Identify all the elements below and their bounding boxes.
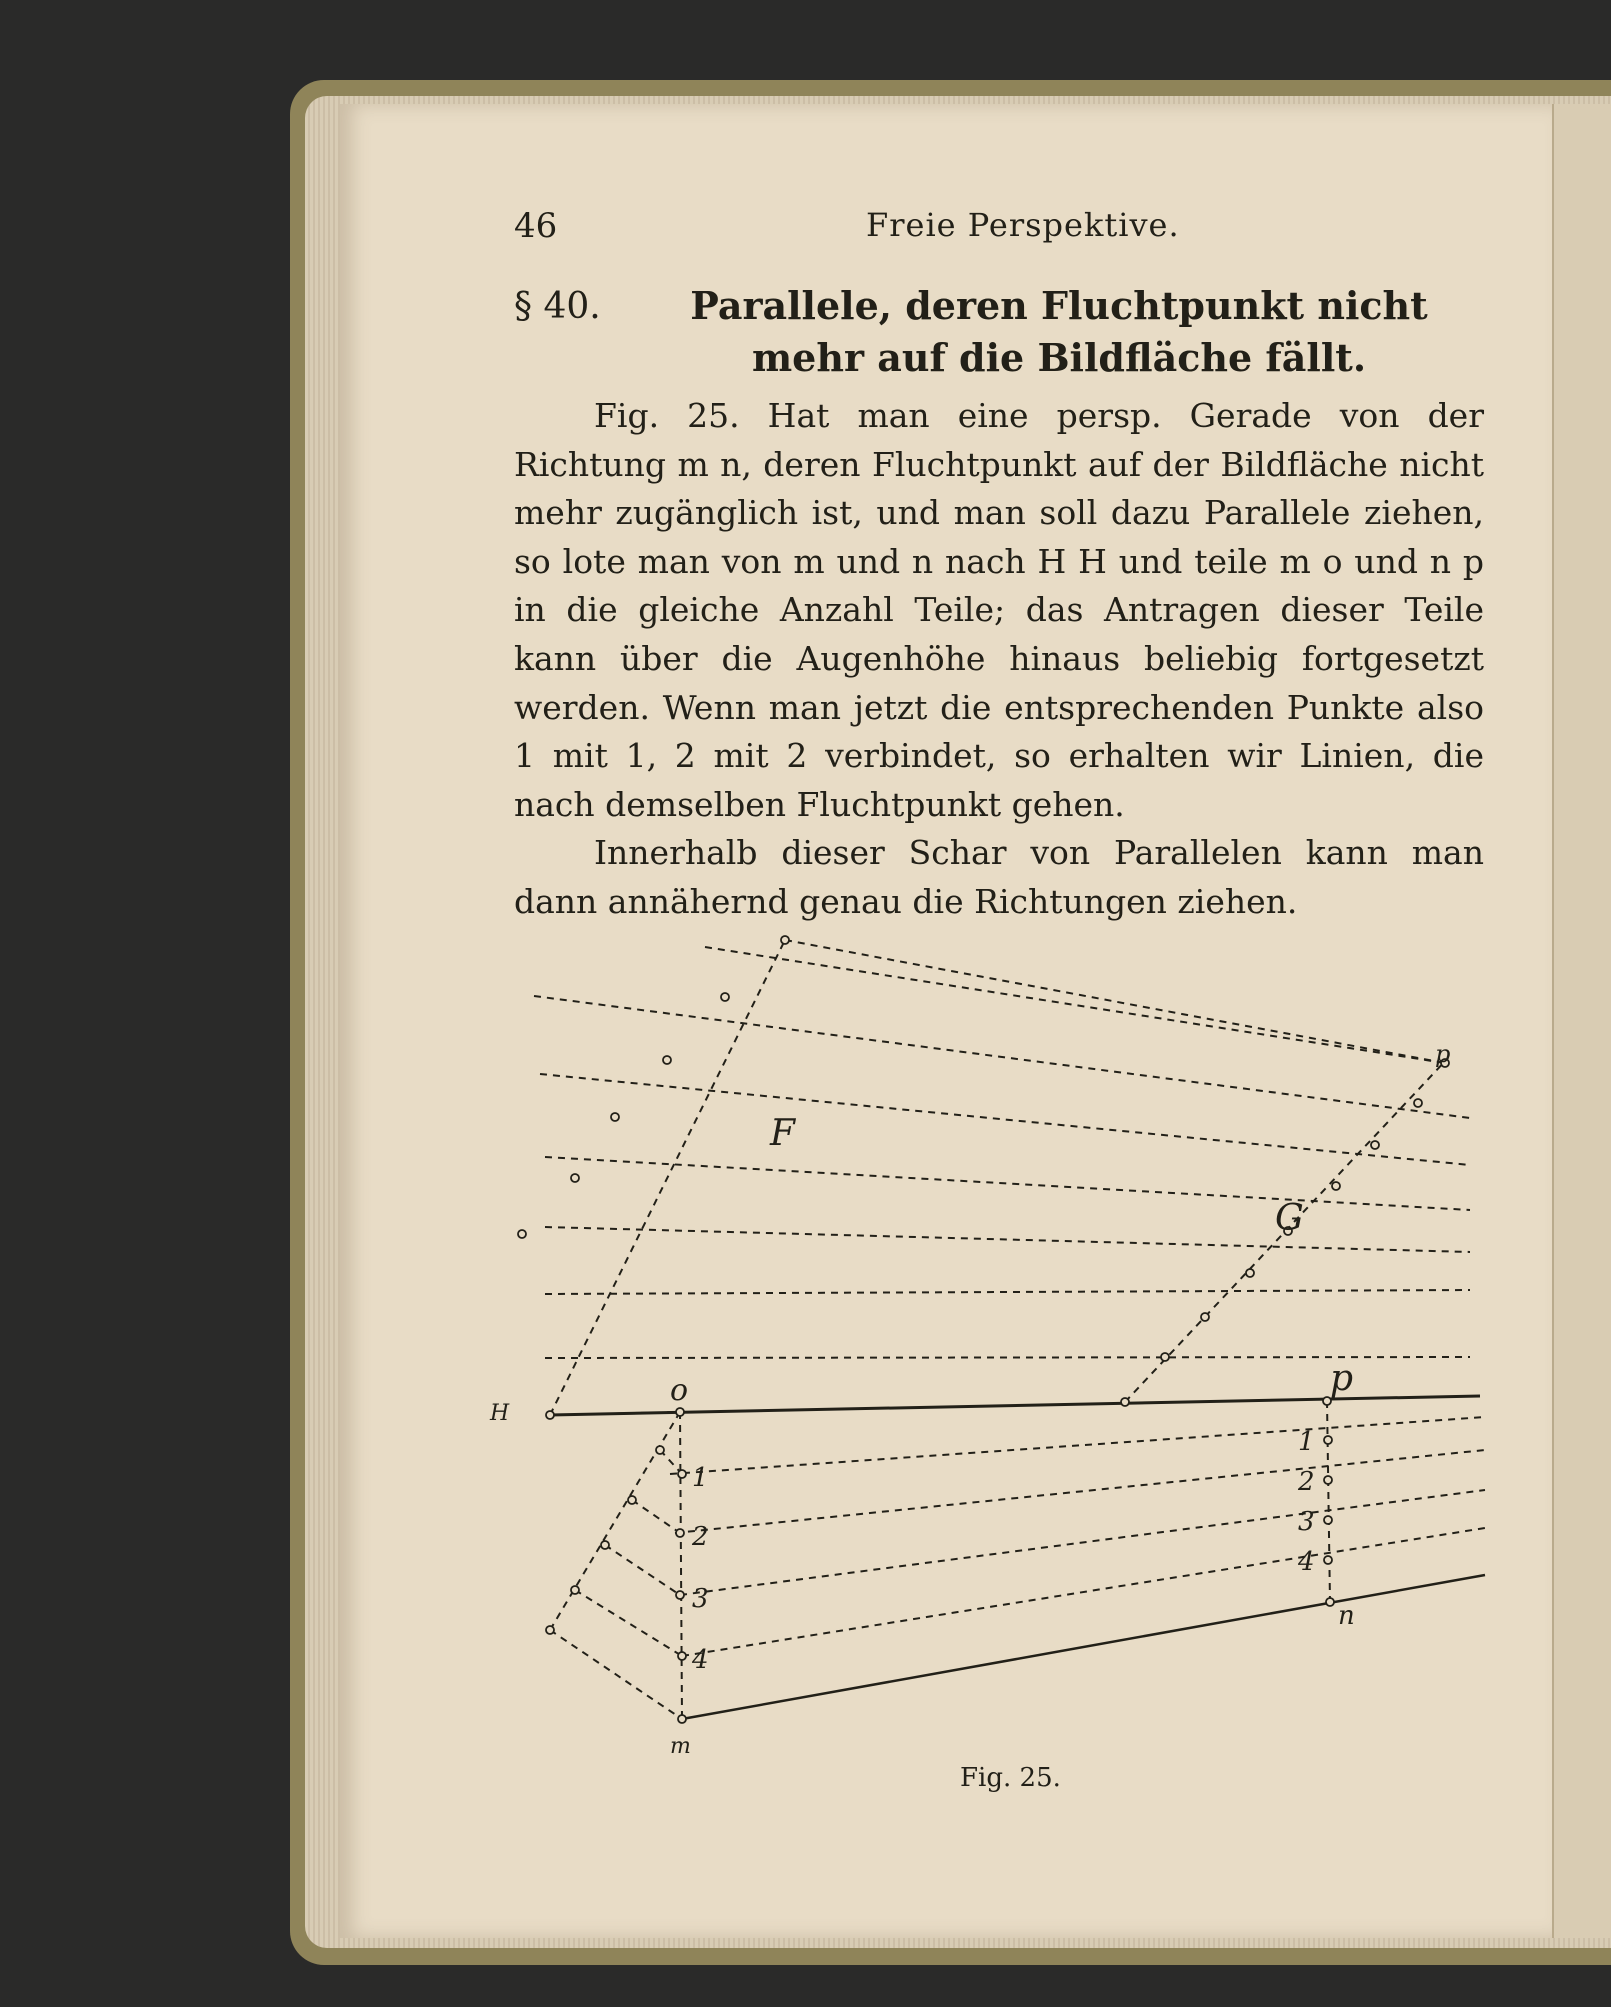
perspective-diagram: [470, 920, 1490, 1770]
figure-25: [470, 920, 1490, 1770]
dashed-line-u5: [545, 1227, 1470, 1252]
dashed-line-u3: [540, 1074, 1470, 1165]
label-right-2: 2: [1298, 1467, 1315, 1497]
paragraph-2: Innerhalb dieser Schar von Parallelen kann man dann annähernd genau die Richtungen ziehen.: [514, 833, 1484, 921]
next-page-edge: [1552, 104, 1611, 1938]
parallel-4: [682, 1528, 1485, 1656]
point-H: [546, 1411, 554, 1419]
point-r-1: [1324, 1436, 1332, 1444]
point-r7: [1161, 1353, 1169, 1361]
point-n: [1326, 1598, 1334, 1606]
construction-points: [470, 936, 1449, 1723]
section-number: § 40.: [514, 286, 601, 327]
label-left-3: 3: [692, 1584, 709, 1614]
point-d2: [663, 1056, 671, 1064]
label-H: H: [490, 1401, 510, 1426]
point-r2: [1371, 1141, 1379, 1149]
parallel-1: [670, 1417, 1485, 1474]
label-left-4: 4: [692, 1645, 709, 1675]
page-number: 46: [514, 206, 558, 246]
point-l4: [678, 1652, 686, 1660]
point-left-s1: [656, 1446, 664, 1454]
point-top-left: [781, 936, 789, 944]
dashed-line-u2: [534, 996, 1470, 1118]
point-left-s3: [601, 1541, 609, 1549]
point-l2: [676, 1529, 684, 1537]
dashed-line-u1: [705, 947, 1445, 1063]
label-right-3: 3: [1298, 1507, 1315, 1537]
label-n: n: [1338, 1601, 1355, 1631]
running-title: Freie Perspektive.: [866, 206, 1180, 244]
body-text: [514, 392, 1484, 927]
label-p-upper: p: [1435, 1040, 1451, 1068]
point-r5: [1246, 1269, 1254, 1277]
point-r-2: [1324, 1476, 1332, 1484]
label-right-1: 1: [1298, 1427, 1315, 1457]
figure-caption: Fig. 25.: [960, 1763, 1061, 1793]
parallel-3: [680, 1490, 1485, 1595]
lower-dashed-lines: [550, 1401, 1485, 1719]
line-mn: [682, 1575, 1485, 1719]
point-left-s2: [628, 1496, 636, 1504]
label-G: G: [1275, 1198, 1304, 1239]
step-2: [632, 1500, 680, 1533]
label-o: o: [670, 1373, 689, 1408]
point-r-4: [1324, 1556, 1332, 1564]
point-r6: [1201, 1313, 1209, 1321]
point-left-far: [546, 1626, 554, 1634]
point-d5: [518, 1230, 526, 1238]
point-o: [676, 1408, 684, 1416]
point-left-s4: [571, 1586, 579, 1594]
dashed-diagonal-left: [550, 940, 785, 1415]
point-l1: [678, 1470, 686, 1478]
point-r-3: [1324, 1516, 1332, 1524]
label-right-4: 4: [1298, 1547, 1315, 1577]
point-d3: [611, 1113, 619, 1121]
point-r1: [1414, 1099, 1422, 1107]
paragraph-1: Fig. 25. Hat man eine persp. Gerade von der Richtung m n, deren Fluchtpunkt auf der Bildfläche nicht mehr zugänglich ist, und man soll dazu Parallele ziehen, so lote man von m und n nach H H und teile m o und n p in die gleiche Anzahl Teile; das Antragen dieser Teile kann über die Augenhöhe hinaus beliebig fortgesetzt werden. Wenn man jetzt die entsprechenden Punkte also 1 mit 1, 2 mit 2 verbindet, so erhalten wir Linien, die nach demselben Fluchtpunkt gehen.: [514, 396, 1484, 824]
parallel-2: [675, 1450, 1485, 1533]
point-d4: [571, 1174, 579, 1182]
label-left-2: 2: [692, 1522, 709, 1552]
point-m: [678, 1715, 686, 1723]
point-d1: [721, 993, 729, 1001]
dashed-line-u6: [545, 1290, 1470, 1294]
dashed-top-edge: [785, 940, 1445, 1063]
section-title: Parallele, deren Fluchtpunkt nicht mehr auf die Bildfläche fällt.: [690, 283, 1428, 380]
left-diagonal-lower: [550, 1412, 680, 1630]
label-F: F: [770, 1113, 795, 1154]
left-diagonal-bottom: [550, 1630, 682, 1719]
step-4: [575, 1590, 682, 1656]
vertical-mo: [680, 1412, 682, 1719]
vertical-np: [1327, 1401, 1330, 1602]
step-3: [605, 1545, 680, 1595]
point-n-base: [1121, 1398, 1129, 1406]
label-p: p: [1330, 1358, 1354, 1399]
upper-dashed-lines: [534, 940, 1470, 1415]
label-left-1: 1: [692, 1463, 709, 1493]
label-m: m: [670, 1734, 691, 1759]
point-r3: [1332, 1182, 1340, 1190]
point-l3: [676, 1591, 684, 1599]
